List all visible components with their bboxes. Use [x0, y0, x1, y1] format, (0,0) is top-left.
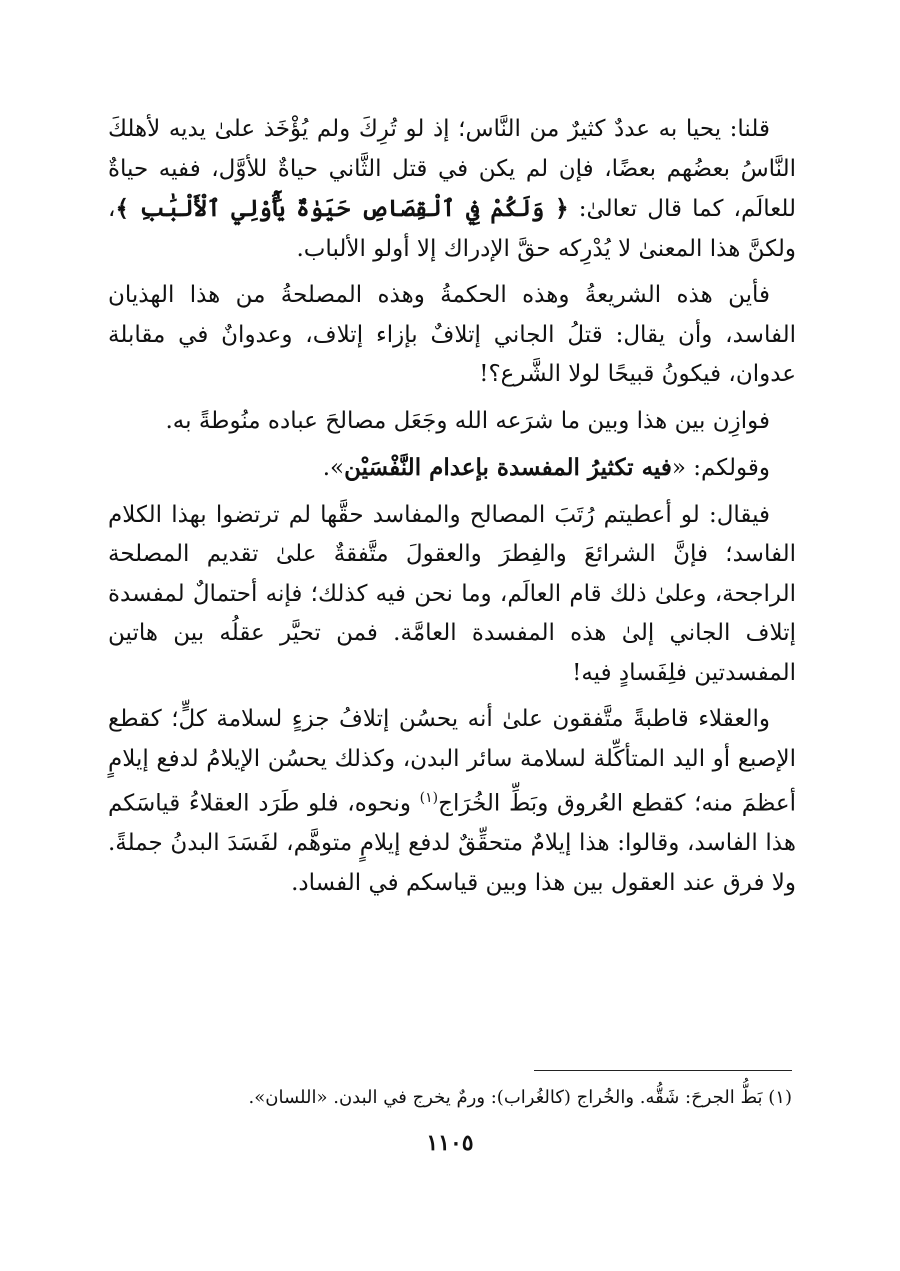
page-number: ١١٠٥ [426, 1130, 474, 1156]
paragraph-1-after: ، ولكنَّ هذا المعنىٰ لا يُدْرِكه حقَّ الإدراك إلا أولو الألباب. [108, 196, 796, 262]
footnote-divider [534, 1070, 792, 1071]
page-body [108, 110, 796, 910]
paragraph-6-after: ونحوه، فلو طَرَد العقلاءُ قياسَكم هذا الفاسد، وقالوا: هذا إيلامٌ متحقِّقٌ لدفع إيلامٍ متوهَّم، لفَسَدَ البدنُ جملةً. ولا فرق عند العقول بين هذا وبين قياسكم في الفساد. [108, 790, 796, 896]
quran-verse: ﴿ وَلَكُمْ فِي ٱلْقِصَاصِ حَيَوٰةٌ يَٰٓأُوْلِي ٱلْأَلْبَٰبِ ﴾ [115, 195, 569, 222]
paragraph-1-before: قلنا: يحيا به عددٌ كثيرٌ من النَّاس؛ إذ لو تُرِكَ ولم يُؤْخَذ علىٰ يديه لأهلكَ النَّاسُ بعضُهم بعضًا، فإن لم يكن في قتل الثَّاني حياةٌ للأوَّل، ففيه حياةٌ للعالَم، كما قال تعالىٰ: [108, 116, 796, 222]
paragraph-3: فوازِن بين هذا وبين ما شرَعه الله وجَعَل مصالحَ عباده منُوطةً به. [165, 407, 770, 434]
quoted-claim: فيه تكثيرُ المفسدة بإعدام النَّفْسَيْن [344, 454, 672, 481]
paragraph-1 [108, 110, 796, 269]
paragraph-5: فيقال: لو أعطيتم رُتَبَ المصالح والمفاسد حقَّها لم ترتضوا بهذا الكلام الفاسد؛ فإنَّ الشرائعَ والفِطرَ والعقولَ متَّفقةٌ علىٰ تقديم المصلحة الراجحة، وعلىٰ ذلك قام العالَم، وما نحن فيه كذلك؛ فإنه أحتمالٌ لمفسدة إتلاف الجاني إلىٰ هذه المفسدة العامَّة. فمن تحيَّر عقلُه بين هاتين المفسدتين فلِفَسادٍ فيه! [108, 501, 796, 686]
paragraph-6 [108, 700, 796, 903]
footnote: (١) بَطُّ الجرحَ: شَقُّه. والخُراج (كالغُراب): ورمٌ يخرج في البدن. «اللسان». [248, 1087, 792, 1108]
footnote-reference[interactable]: (١) [419, 790, 439, 806]
paragraph-4-after: ». [322, 455, 345, 481]
paragraph-4-before: وقولكم: « [671, 455, 770, 481]
paragraph-4 [108, 448, 796, 489]
paragraph-6-before: والعقلاء قاطبةً متَّفقون علىٰ أنه يحسُن إتلافُ جزءٍ لسلامة كلٍّ؛ كقطع الإصبع أو اليد المتأكِّلة لسلامة سائر البدن، وكذلك يحسُن الإيلامُ لدفع إيلامٍ أعظمَ منه؛ كقطع العُروق وبَطِّ الخُرَاج [108, 706, 797, 817]
paragraph-2: فأين هذه الشريعةُ وهذه الحكمةُ وهذه المصلحةُ من هذا الهذيان الفاسد، وأن يقال: قتلُ الجاني إتلافٌ بإزاء إتلاف، وعدوانٌ في مقابلة عدوان، فيكونُ قبيحًا لولا الشَّرع؟! [108, 282, 796, 387]
